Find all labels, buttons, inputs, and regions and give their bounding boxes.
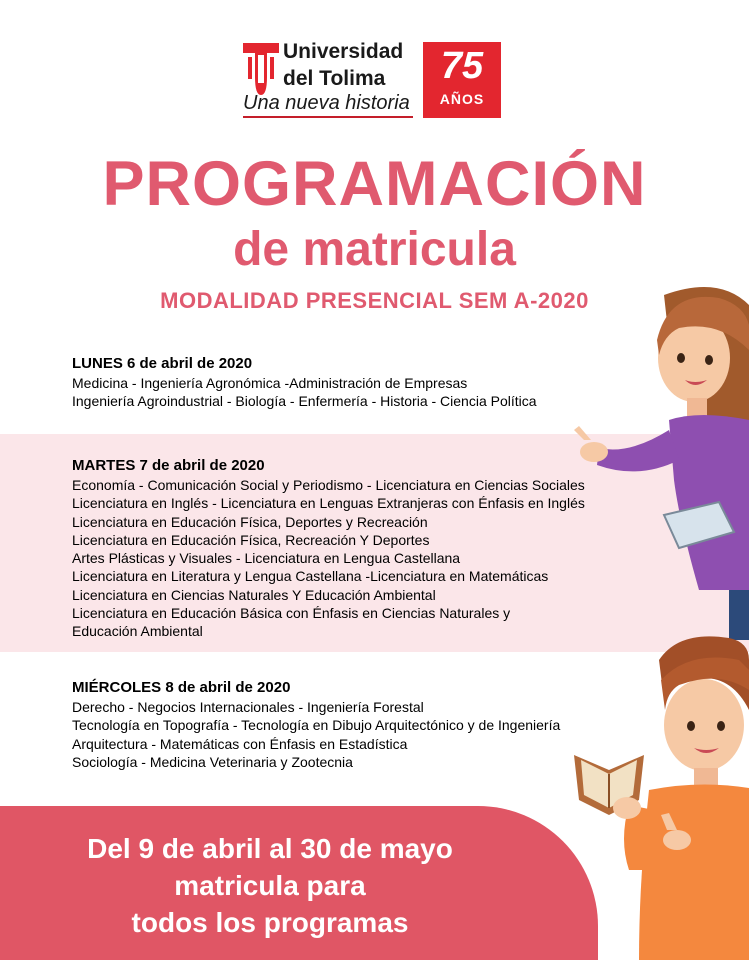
modality-heading: MODALIDAD PRESENCIAL SEM A-2020 bbox=[160, 288, 589, 313]
enrollment-banner-text bbox=[0, 830, 540, 941]
logo-name-line1: Universidad bbox=[283, 40, 404, 63]
program-line: Licenciatura en Educación Física, Deportes y Recreación bbox=[72, 513, 428, 530]
page-subtitle: de matricula bbox=[233, 223, 516, 276]
program-line: Artes Plásticas y Visuales - Licenciatura en Lengua Castellana bbox=[72, 550, 461, 567]
program-line: Derecho - Negocios Internacionales - Ingeniería Forestal bbox=[72, 699, 424, 715]
day-heading: MARTES 7 de abril de 2020 bbox=[72, 457, 265, 474]
logo-shield-icon bbox=[243, 43, 279, 95]
badge-text: AÑOS bbox=[439, 91, 485, 107]
program-line: Tecnología en Topografía - Tecnología en Dibujo Arquitectónico y de Ingeniería bbox=[72, 717, 561, 734]
anniversary-badge bbox=[423, 42, 501, 118]
logo-underline bbox=[243, 116, 413, 118]
program-line: Licenciatura en Educación Física, Recreación Y Deportes bbox=[72, 531, 430, 548]
schedule-monday bbox=[72, 354, 537, 411]
banner-line3: todos los programas bbox=[131, 907, 409, 938]
program-line: Ingeniería Agroindustrial - Biología - Enfermería - Historia - Ciencia Política bbox=[72, 393, 537, 410]
program-line: Arquitectura - Matemáticas con Énfasis en Estadística bbox=[72, 735, 408, 752]
day-heading: MIÉRCOLES 8 de abril de 2020 bbox=[72, 679, 291, 696]
university-logo bbox=[243, 40, 505, 120]
program-line: Educación Ambiental bbox=[72, 623, 203, 640]
day-heading: LUNES 6 de abril de 2020 bbox=[72, 355, 253, 372]
program-line: Licenciatura en Inglés - Licenciatura en Lenguas Extranjeras con Énfasis en Inglés bbox=[72, 495, 585, 512]
program-line: Medicina - Ingeniería Agronómica -Administración de Empresas bbox=[72, 375, 468, 391]
program-line: Economía - Comunicación Social y Periodismo - Licenciatura en Ciencias Sociales bbox=[72, 477, 585, 493]
schedule-wednesday bbox=[72, 678, 560, 771]
program-line: Sociología - Medicina Veterinaria y Zootecnia bbox=[72, 753, 353, 770]
logo-slogan: Una nueva historia bbox=[243, 92, 410, 114]
program-line: Licenciatura en Educación Básica con Énfasis en Ciencias Naturales y bbox=[72, 605, 511, 622]
badge-number: 75 bbox=[440, 45, 484, 87]
program-line: Licenciatura en Ciencias Naturales Y Educación Ambiental bbox=[72, 586, 436, 603]
schedule-tuesday bbox=[72, 456, 585, 641]
banner-line1: Del 9 de abril al 30 de mayo bbox=[87, 833, 453, 864]
program-line: Licenciatura en Literatura y Lengua Castellana -Licenciatura en Matemáticas bbox=[72, 568, 549, 585]
logo-name-line2: del Tolima bbox=[283, 67, 386, 90]
banner-line2: matricula para bbox=[174, 870, 366, 901]
page-title: PROGRAMACIÓN bbox=[102, 149, 647, 219]
woman-holding-tablet-illustration bbox=[569, 280, 749, 640]
